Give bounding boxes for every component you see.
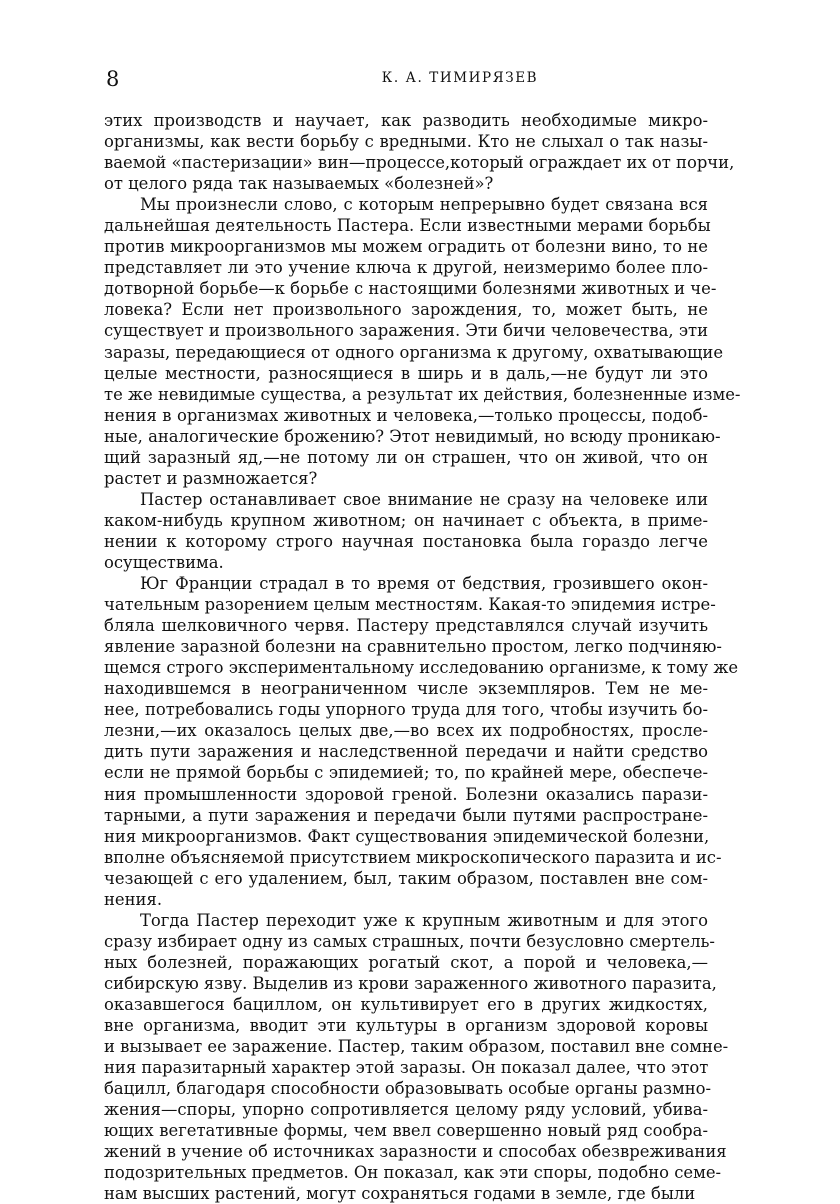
text-line: если не прямой борьбы с эпидемией; то, по крайней мере, обеспече- <box>104 763 708 783</box>
text-line: находившемся в неограниченном числе экземпляров. Тем не ме- <box>104 679 708 699</box>
text-line: сибирскую язву. Выделив из крови зараженного животного паразита, <box>104 973 717 993</box>
text-line: жений в учение об источниках заразности и способах обезвреживания <box>104 1142 727 1162</box>
text-line: нам высших растений, могут сохраняться годами в земле, где были <box>104 1184 696 1204</box>
text-line: чезающей с его удалением, был, таким образом, поставлен вне сом- <box>104 868 708 888</box>
text-line: ловека? Если нет произвольного зарождения, то, может быть, не <box>104 300 708 320</box>
running-title: К. А. ТИМИРЯЗЕВ <box>381 70 539 86</box>
text-line: заразы, передающиеся от одного организма к другому, охватывающие <box>104 342 724 362</box>
text-line: ния паразитарный характер этой заразы. Он показал далее, что этот <box>104 1058 709 1078</box>
paragraph <box>104 194 741 489</box>
text-line: те же невидимые существа, а результат их действия, болезненные изме- <box>104 384 741 404</box>
text-line: дотворной борьбе—к борьбе с настоящими болезнями животных и че- <box>104 279 717 299</box>
paragraph <box>104 573 739 910</box>
text-line: Юг Франции страдал в то время от бедствия, грозившего окон- <box>140 574 708 594</box>
text-line: оказавшегося бациллом, он культивирует его в других жидкостях, <box>104 994 708 1014</box>
body-text <box>104 110 741 1204</box>
text-line: Мы произнесли слово, с которым непрерывно будет связана вся <box>140 195 708 215</box>
text-line: ющих вегетативные формы, чем ввел совершенно новый ряд сообра- <box>104 1121 708 1141</box>
text-line: бляла шелковичного червя. Пастеру представлялся случай изучить <box>104 616 708 636</box>
text-line: сразу избирает одну из самых страшных, почти безусловно смертель- <box>104 931 715 951</box>
text-line: бацилл, благодаря способности образовывать особые органы размно- <box>104 1079 712 1099</box>
paragraph <box>104 489 708 573</box>
text-line: нения в организмах животных и человека,—только процессы, подоб- <box>104 405 708 425</box>
text-line: от целого ряда так называемых «болезней»? <box>104 174 494 194</box>
text-line: и вызывает ее заражение. Пастер, таким образом, поставил вне сомне- <box>104 1037 729 1057</box>
text-line: организмы, как вести борьбу с вредными. Кто не слыхал о так назы- <box>104 132 708 152</box>
text-line: растет и размножается? <box>104 468 318 488</box>
text-line: каком-нибудь крупном животном; он начинает с объекта, в приме- <box>104 510 708 530</box>
text-line: явление заразной болезни на сравнительно простом, легко подчиняю- <box>104 637 722 657</box>
text-line: вполне объясняемой присутствием микроскопического паразита и ис- <box>104 847 722 867</box>
text-line: Тогда Пастер переходит уже к крупным животным и для этого <box>140 910 708 930</box>
text-line: против микроорганизмов мы можем оградить от болезни вино, то не <box>104 237 708 257</box>
paragraph <box>104 910 729 1204</box>
text-line: целые местности, разносящиеся в ширь и в даль,—не будут ли это <box>104 363 708 383</box>
text-line: вне организма, вводит эти культуры в организм здоровой коровы <box>104 1016 708 1036</box>
text-line: лезни,—их оказалось целых две,—во всех их подробностях, просле- <box>104 721 708 741</box>
text-line: тарными, а пути заражения и передачи были путями распростране- <box>104 805 708 825</box>
page-number: 8 <box>106 67 120 91</box>
text-line: нении к которому строго научная постановка была гораздо легче <box>104 531 708 551</box>
text-line: ные, аналогические брожению? Этот невидимый, но всюду проникаю- <box>104 426 721 446</box>
text-line: существует и произвольного заражения. Эти бичи человечества, эти <box>104 321 709 341</box>
text-line: осуществима. <box>104 552 224 572</box>
text-line: жения—споры, упорно сопротивляется целому ряду условий, убива- <box>104 1100 708 1120</box>
text-line: ных болезней, поражающих рогатый скот, а порой и человека,— <box>104 952 708 972</box>
text-line: щий заразный яд,—не потому ли он страшен, что он живой, что он <box>104 447 708 467</box>
text-line: нения. <box>104 889 163 909</box>
text-line: ния промышленности здоровой греной. Болезни оказались парази- <box>104 784 708 804</box>
text-line: Пастер останавливает свое внимание не сразу на человеке или <box>140 489 708 509</box>
paragraph <box>104 110 735 194</box>
text-line: представляет ли это учение ключа к другой, неизмеримо более пло- <box>104 258 708 278</box>
text-line: дальнейшая деятельность Пастера. Если известными мерами борьбы <box>104 216 711 236</box>
text-line: ваемой «пастеризации» вин—процессе,который ограждает их от порчи, <box>104 153 735 173</box>
text-line: нее, потребовались годы упорного труда для того, чтобы изучить бо- <box>104 700 708 720</box>
text-line: ния микроорганизмов. Факт существования эпидемической болезни, <box>104 826 710 846</box>
text-line: подозрительных предметов. Он показал, как эти споры, подобно семе- <box>104 1163 722 1183</box>
text-line: этих производств и научает, как разводить необходимые микро- <box>104 111 708 130</box>
text-line: чательным разорением целым местностям. Какая-то эпидемия истре- <box>104 595 716 615</box>
text-line: дить пути заражения и наследственной передачи и найти средство <box>104 742 708 762</box>
text-line: щемся строго экспериментальному исследованию организме, к тому же <box>104 658 739 678</box>
